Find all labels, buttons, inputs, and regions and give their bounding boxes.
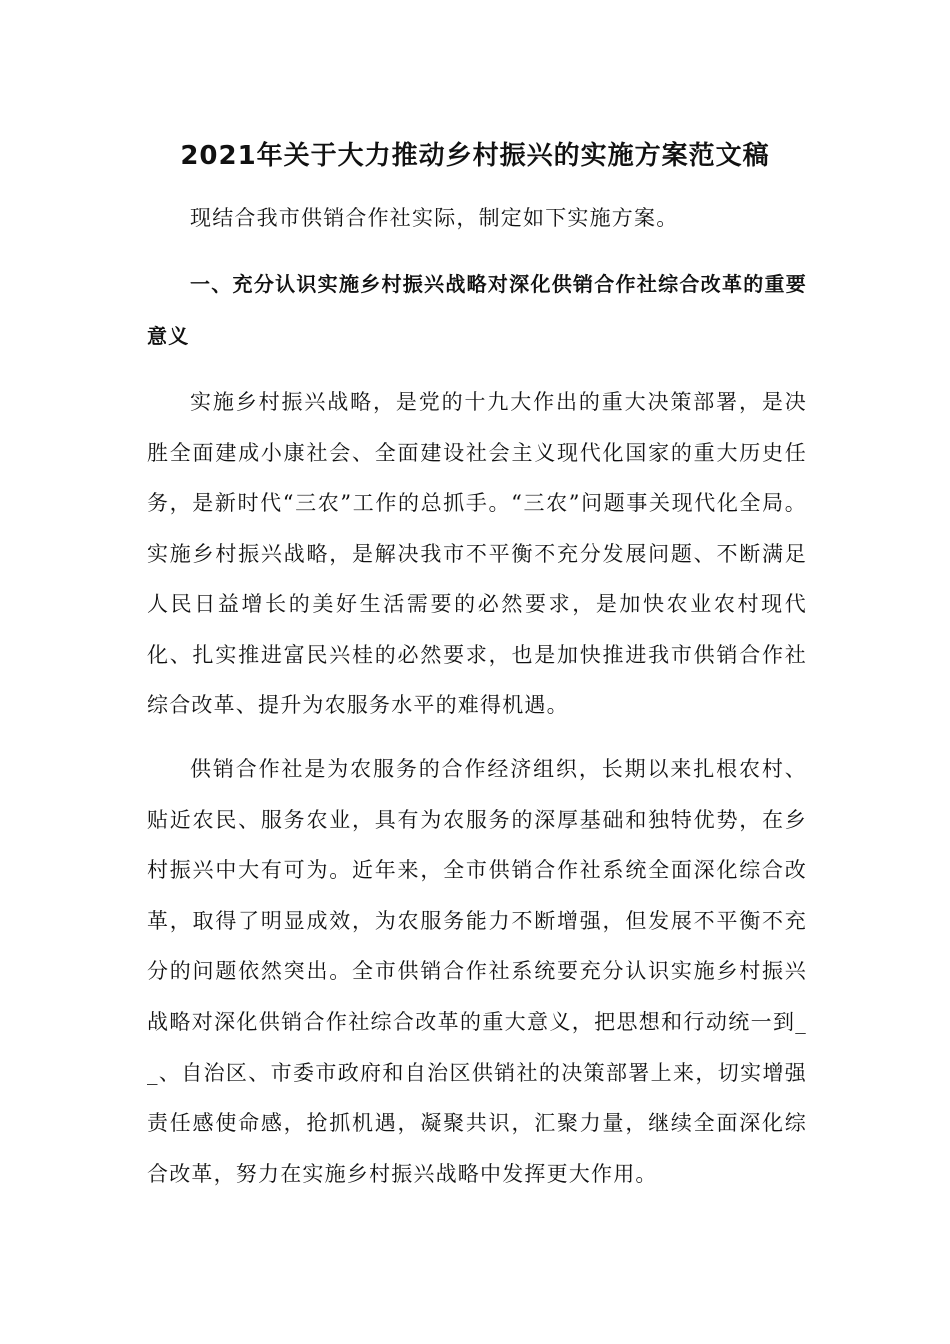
intro-paragraph: 现结合我市供销合作社实际，制定如下实施方案。: [190, 206, 679, 230]
section-heading: 一、充分认识实施乡村振兴战略对深化供销合作社综合改革的重要意义: [147, 272, 807, 348]
body-paragraph-2: 供销合作社是为农服务的合作经济组织，长期以来扎根农村、贴近农民、服务农业，具有为农服务的深厚基础和独特优势，在乡村振兴中大有可为。近年来，全市供销合作社系统全面深化综合改革，取得了明显成效，为农服务能力不断增强，但发展不平衡不充分的问题依然突出。全市供销合作社系统要充分认识实施乡村振兴战略对深化供销合作社综合改革的重大意义，把思想和行动统一到__、自治区、市委市政府和自治区供销社的决策部署上来，切实增强责任感使命感，抢抓机遇，凝聚共识，汇聚力量，继续全面深化综合改革，努力在实施乡村振兴战略中发挥更大作用。: [147, 757, 807, 1186]
document-title: 2021年关于大力推动乡村振兴的实施方案范文稿: [180, 141, 770, 171]
body-paragraph-1: 实施乡村振兴战略，是党的十九大作出的重大决策部署，是决胜全面建成小康社会、全面建设社会主义现代化国家的重大历史任务，是新时代“三农”工作的总抓手。“三农”问题事关现代化全局。实施乡村振兴战略，是解决我市不平衡不充分发展问题、不断满足人民日益增长的美好生活需要的必然要求，是加快农业农村现代化、扎实推进富民兴桂的必然要求，也是加快推进我市供销合作社综合改革、提升为农服务水平的难得机遇。: [147, 390, 807, 717]
